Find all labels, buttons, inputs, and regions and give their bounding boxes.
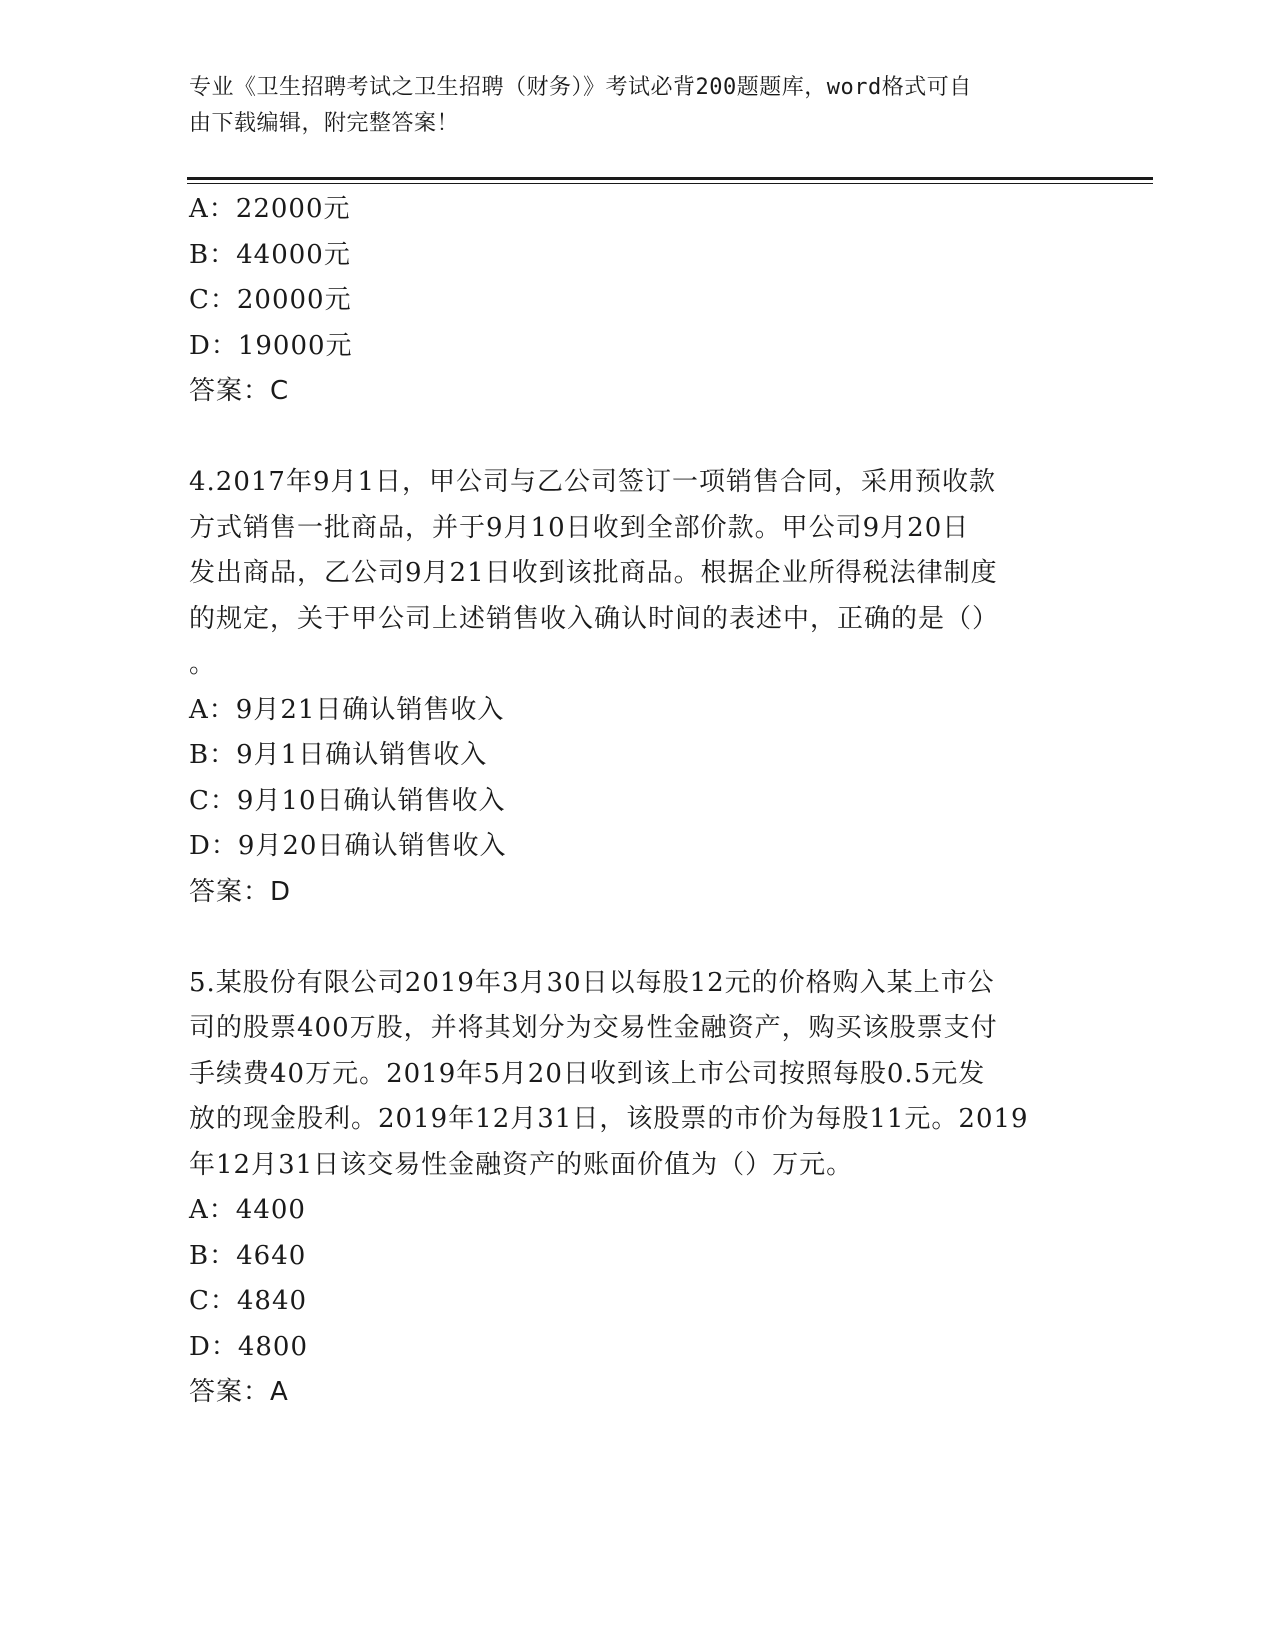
document-header xyxy=(189,70,1069,142)
option-b: B：4640 xyxy=(189,1240,307,1271)
answer: 答案：C xyxy=(189,376,290,406)
header-divider-thin xyxy=(187,183,1153,184)
question-stem-line: 手续费40万元。2019年5月20日收到该上市公司按照每股0.5元发 xyxy=(189,1058,986,1089)
option-c: C：4840 xyxy=(189,1286,308,1316)
question-stem-line: 方式销售一批商品，并于9月10日收到全部价款。甲公司9月20日 xyxy=(189,512,970,543)
option-d: D：4800 xyxy=(189,1331,309,1362)
option-d: D：19000元 xyxy=(189,330,353,361)
question-stem-line: 年12月31日该交易性金融资产的账面价值为（）万元。 xyxy=(189,1149,854,1180)
option-a: A：4400 xyxy=(189,1195,306,1225)
question-stem-line: 发出商品，乙公司9月21日收到该批商品。根据企业所得税法律制度 xyxy=(189,558,998,588)
answer: 答案：A xyxy=(189,1377,289,1407)
spacer xyxy=(189,915,1089,961)
option-d: D：9月20日确认销售收入 xyxy=(189,831,507,861)
header-line-1: 专业《卫生招聘考试之卫生招聘（财务）》考试必背200题题库，word格式可自 xyxy=(189,75,972,100)
answer: 答案：D xyxy=(189,876,292,907)
question-list xyxy=(189,187,1089,1416)
option-c: C：9月10日确认销售收入 xyxy=(189,785,506,816)
question-stem-line: 的规定，关于甲公司上述销售收入确认时间的表述中，正确的是（） xyxy=(189,603,1000,634)
question-stem-line: 5.某股份有限公司2019年3月30日以每股12元的价格购入某上市公 xyxy=(189,967,995,998)
question-5 xyxy=(189,961,1089,1416)
option-a: A：22000元 xyxy=(189,194,351,224)
question-stem-line: 司的股票400万股，并将其划分为交易性金融资产，购买该股票支付 xyxy=(189,1013,998,1043)
question-stem-line: 。 xyxy=(189,649,217,679)
header-divider-thick xyxy=(187,177,1153,180)
question-stem-line: 放的现金股利。2019年12月31日，该股票的市价为每股11元。2019 xyxy=(189,1104,1029,1134)
option-b: B：44000元 xyxy=(189,239,351,270)
question-stem-line: 4.2017年9月1日，甲公司与乙公司签订一项销售合同，采用预收款 xyxy=(189,467,997,497)
header-line-2: 由下载编辑，附完整答案！ xyxy=(189,111,460,136)
option-c: C：20000元 xyxy=(189,285,352,315)
question-3 xyxy=(189,187,1089,415)
option-a: A：9月21日确认销售收入 xyxy=(189,694,505,725)
spacer xyxy=(189,415,1089,461)
question-4 xyxy=(189,460,1089,915)
option-b: B：9月1日确认销售收入 xyxy=(189,740,488,770)
